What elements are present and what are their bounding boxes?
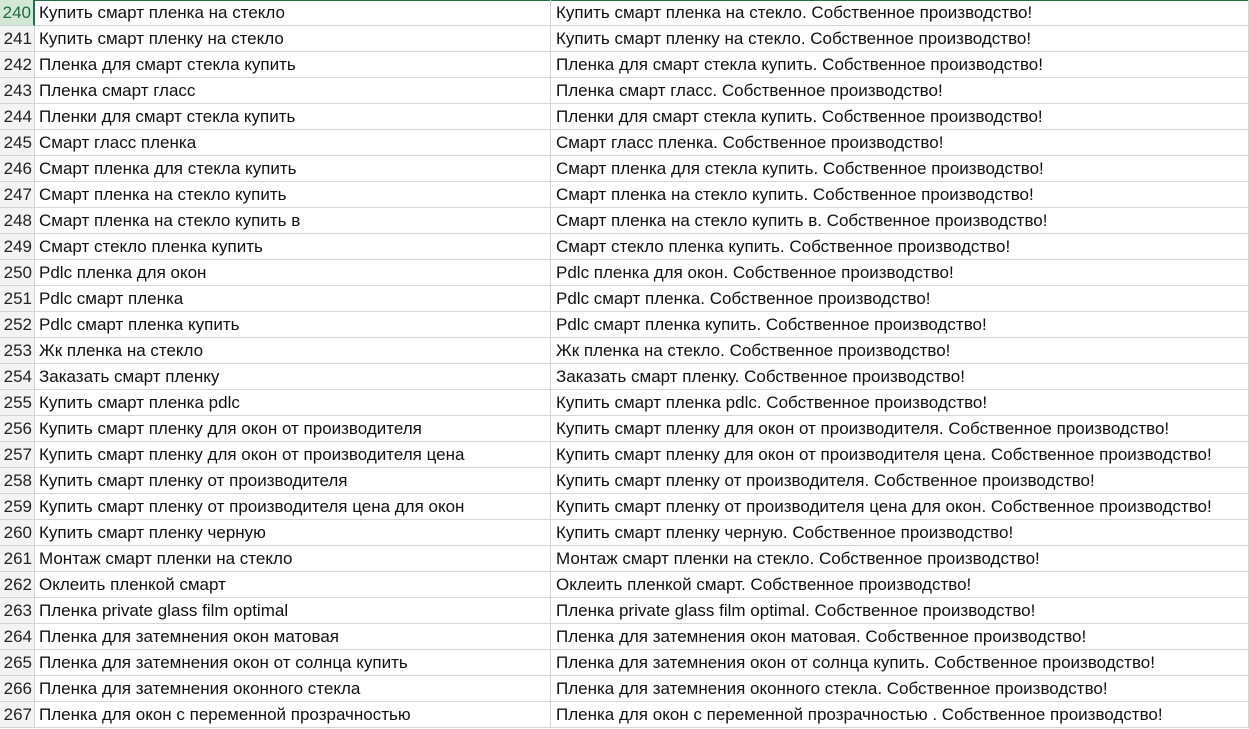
cell-column-a[interactable]: Пленка для окон с переменной прозрачностью bbox=[35, 702, 551, 728]
cell-column-b[interactable]: Купить смарт пленку для окон от производителя. Собственное производство! bbox=[551, 416, 1249, 442]
cell-column-b[interactable]: Заказать смарт пленку. Собственное производство! bbox=[551, 364, 1249, 390]
table-row bbox=[0, 104, 1249, 130]
cell-column-b[interactable]: Пленка для затемнения оконного стекла. Собственное производство! bbox=[551, 676, 1249, 702]
cell-column-b[interactable]: Купить смарт пленка pdlc. Собственное производство! bbox=[551, 390, 1249, 416]
cell-column-b[interactable]: Оклеить пленкой смарт. Собственное производство! bbox=[551, 572, 1249, 598]
cell-column-a[interactable]: Купить смарт пленку от производителя bbox=[35, 468, 551, 494]
table-row bbox=[0, 598, 1249, 624]
table-row bbox=[0, 416, 1249, 442]
row-header[interactable]: 242 bbox=[0, 52, 35, 78]
row-header[interactable]: 249 bbox=[0, 234, 35, 260]
table-row bbox=[0, 130, 1249, 156]
cell-column-a[interactable]: Смарт пленка на стекло купить bbox=[35, 182, 551, 208]
cell-column-a[interactable]: Купить смарт пленку на стекло bbox=[35, 26, 551, 52]
cell-column-a[interactable]: Пленка смарт гласс bbox=[35, 78, 551, 104]
row-header[interactable]: 262 bbox=[0, 572, 35, 598]
row-header[interactable]: 255 bbox=[0, 390, 35, 416]
cell-column-b[interactable]: Пленка для затемнения окон от солнца купить. Собственное производство! bbox=[551, 650, 1249, 676]
cell-column-a[interactable]: Pdlc пленка для окон bbox=[35, 260, 551, 286]
row-header[interactable]: 241 bbox=[0, 26, 35, 52]
cell-column-a[interactable]: Оклеить пленкой смарт bbox=[35, 572, 551, 598]
cell-column-a[interactable]: Смарт пленка для стекла купить bbox=[35, 156, 551, 182]
cell-column-b[interactable]: Смарт пленка на стекло купить в. Собственное производство! bbox=[551, 208, 1249, 234]
table-row bbox=[0, 494, 1249, 520]
table-row bbox=[0, 156, 1249, 182]
cell-column-b[interactable]: Пленка для затемнения окон матовая. Собственное производство! bbox=[551, 624, 1249, 650]
cell-column-a[interactable]: Купить смарт пленка на стекло bbox=[35, 0, 551, 26]
table-row bbox=[0, 624, 1249, 650]
table-row bbox=[0, 520, 1249, 546]
cell-column-b[interactable]: Смарт гласс пленка. Собственное производство! bbox=[551, 130, 1249, 156]
cell-column-a[interactable]: Заказать смарт пленку bbox=[35, 364, 551, 390]
cell-column-a[interactable]: Купить смарт пленку от производителя цена для окон bbox=[35, 494, 551, 520]
cell-column-a[interactable]: Купить смарт пленку для окон от производителя bbox=[35, 416, 551, 442]
table-row bbox=[0, 286, 1249, 312]
table-row bbox=[0, 338, 1249, 364]
table-row bbox=[0, 650, 1249, 676]
cell-column-a[interactable]: Жк пленка на стекло bbox=[35, 338, 551, 364]
row-header[interactable]: 248 bbox=[0, 208, 35, 234]
cell-column-b[interactable]: Монтаж смарт пленки на стекло. Собственное производство! bbox=[551, 546, 1249, 572]
row-header[interactable]: 245 bbox=[0, 130, 35, 156]
table-row bbox=[0, 78, 1249, 104]
cell-column-b[interactable]: Пленки для смарт стекла купить. Собственное производство! bbox=[551, 104, 1249, 130]
cell-column-a[interactable]: Пленка для затемнения окон от солнца купить bbox=[35, 650, 551, 676]
table-row bbox=[0, 546, 1249, 572]
row-header[interactable]: 257 bbox=[0, 442, 35, 468]
table-row bbox=[0, 468, 1249, 494]
cell-column-b[interactable]: Пленка для смарт стекла купить. Собственное производство! bbox=[551, 52, 1249, 78]
table-row bbox=[0, 442, 1249, 468]
row-header[interactable]: 254 bbox=[0, 364, 35, 390]
cell-column-a[interactable]: Смарт гласс пленка bbox=[35, 130, 551, 156]
row-header[interactable]: 258 bbox=[0, 468, 35, 494]
cell-column-a[interactable]: Пленки для смарт стекла купить bbox=[35, 104, 551, 130]
row-header[interactable]: 253 bbox=[0, 338, 35, 364]
row-header[interactable]: 252 bbox=[0, 312, 35, 338]
cell-column-b[interactable]: Пленка для окон с переменной прозрачностью . Собственное производство! bbox=[551, 702, 1249, 728]
cell-column-a[interactable]: Купить смарт пленку для окон от производителя цена bbox=[35, 442, 551, 468]
cell-column-b[interactable]: Pdlc смарт пленка. Собственное производство! bbox=[551, 286, 1249, 312]
cell-column-a[interactable]: Пленка private glass film optimal bbox=[35, 598, 551, 624]
cell-column-a[interactable]: Смарт стекло пленка купить bbox=[35, 234, 551, 260]
cell-column-a[interactable]: Купить смарт пленка pdlc bbox=[35, 390, 551, 416]
cell-column-b[interactable]: Смарт пленка для стекла купить. Собственное производство! bbox=[551, 156, 1249, 182]
cell-column-b[interactable]: Купить смарт пленку от производителя. Собственное производство! bbox=[551, 468, 1249, 494]
cell-column-a[interactable]: Пленка для затемнения окон матовая bbox=[35, 624, 551, 650]
row-header[interactable]: 267 bbox=[0, 702, 35, 728]
table-row bbox=[0, 234, 1249, 260]
cell-column-b[interactable]: Купить смарт пленку на стекло. Собственное производство! bbox=[551, 26, 1249, 52]
cell-column-b[interactable]: Купить смарт пленку черную. Собственное производство! bbox=[551, 520, 1249, 546]
table-row bbox=[0, 182, 1249, 208]
table-row bbox=[0, 312, 1249, 338]
table-row bbox=[0, 260, 1249, 286]
table-row bbox=[0, 702, 1249, 728]
row-header[interactable]: 259 bbox=[0, 494, 35, 520]
cell-column-b[interactable]: Смарт стекло пленка купить. Собственное производство! bbox=[551, 234, 1249, 260]
row-header[interactable]: 244 bbox=[0, 104, 35, 130]
row-header[interactable]: 243 bbox=[0, 78, 35, 104]
row-header[interactable]: 260 bbox=[0, 520, 35, 546]
cell-column-b[interactable]: Купить смарт пленку для окон от производителя цена. Собственное производство! bbox=[551, 442, 1249, 468]
cell-column-b[interactable]: Пленка смарт гласс. Собственное производство! bbox=[551, 78, 1249, 104]
table-row bbox=[0, 208, 1249, 234]
row-header[interactable]: 240 bbox=[0, 0, 35, 26]
cell-column-a[interactable]: Pdlc смарт пленка купить bbox=[35, 312, 551, 338]
cell-column-b[interactable]: Смарт пленка на стекло купить. Собственное производство! bbox=[551, 182, 1249, 208]
table-row bbox=[0, 676, 1249, 702]
row-header[interactable]: 261 bbox=[0, 546, 35, 572]
table-row bbox=[0, 0, 1249, 26]
cell-column-a[interactable]: Смарт пленка на стекло купить в bbox=[35, 208, 551, 234]
cell-column-b[interactable]: Пленка private glass film optimal. Собственное производство! bbox=[551, 598, 1249, 624]
row-header[interactable]: 263 bbox=[0, 598, 35, 624]
cell-column-b[interactable]: Купить смарт пленку от производителя цена для окон. Собственное производство! bbox=[551, 494, 1249, 520]
cell-column-b[interactable]: Pdlc смарт пленка купить. Собственное производство! bbox=[551, 312, 1249, 338]
row-header[interactable]: 247 bbox=[0, 182, 35, 208]
cell-column-b[interactable]: Купить смарт пленка на стекло. Собственное производство! bbox=[551, 0, 1249, 26]
cell-column-a[interactable]: Монтаж смарт пленки на стекло bbox=[35, 546, 551, 572]
table-row bbox=[0, 390, 1249, 416]
table-row bbox=[0, 26, 1249, 52]
row-header[interactable]: 251 bbox=[0, 286, 35, 312]
cell-column-a[interactable]: Купить смарт пленку черную bbox=[35, 520, 551, 546]
table-row bbox=[0, 364, 1249, 390]
row-header[interactable]: 256 bbox=[0, 416, 35, 442]
row-header[interactable]: 246 bbox=[0, 156, 35, 182]
table-row bbox=[0, 572, 1249, 598]
row-header[interactable]: 250 bbox=[0, 260, 35, 286]
row-header[interactable]: 266 bbox=[0, 676, 35, 702]
cell-column-a[interactable]: Пленка для затемнения оконного стекла bbox=[35, 676, 551, 702]
row-header[interactable]: 264 bbox=[0, 624, 35, 650]
cell-column-b[interactable]: Жк пленка на стекло. Собственное производство! bbox=[551, 338, 1249, 364]
cell-column-a[interactable]: Pdlc смарт пленка bbox=[35, 286, 551, 312]
table-row bbox=[0, 52, 1249, 78]
row-header[interactable]: 265 bbox=[0, 650, 35, 676]
cell-column-a[interactable]: Пленка для смарт стекла купить bbox=[35, 52, 551, 78]
cell-column-b[interactable]: Pdlc пленка для окон. Собственное производство! bbox=[551, 260, 1249, 286]
